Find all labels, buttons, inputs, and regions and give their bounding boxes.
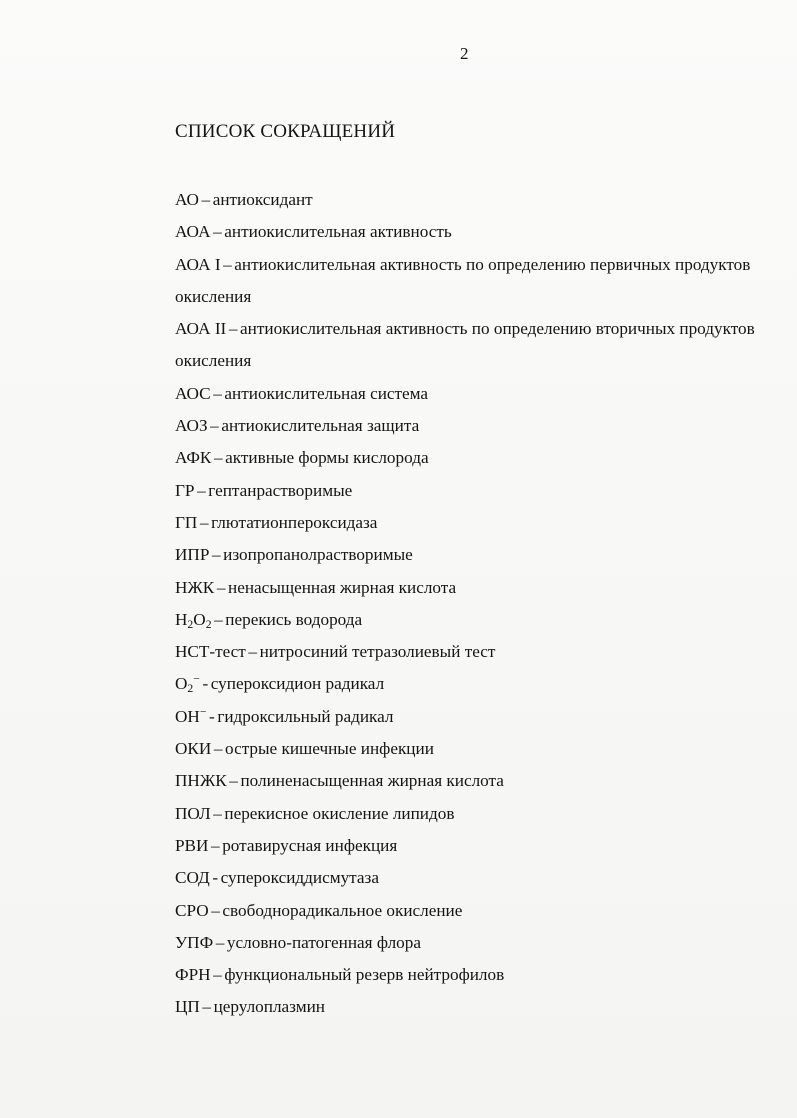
abbreviation: АФК: [175, 448, 212, 468]
abbreviation: ПНЖК: [175, 771, 227, 791]
list-item: [175, 475, 755, 507]
list-item: [175, 216, 755, 248]
separator: –: [201, 190, 211, 209]
definition: свободнорадикальное окисление: [222, 900, 463, 920]
list-item: [175, 991, 755, 1023]
definition: супероксиддисмутаза: [220, 868, 379, 888]
separator: –: [211, 545, 221, 565]
abbreviation: НСТ-тест: [175, 642, 246, 662]
separator: –: [213, 803, 222, 823]
separator: –: [211, 900, 220, 920]
list-item: [175, 184, 755, 216]
definition: антиокислительная активность: [224, 222, 452, 242]
definition: острые кишечные инфекции: [225, 739, 434, 759]
separator: –: [202, 997, 211, 1017]
definition: антиоксидант: [212, 190, 313, 209]
separator: –: [199, 512, 209, 532]
separator: –: [215, 932, 225, 952]
definition: гептанрастворимые: [208, 480, 353, 500]
list-item: [175, 765, 755, 797]
definition: церулоплазмин: [213, 997, 326, 1017]
list-item: [175, 507, 755, 539]
definition: гидроксильный радикал: [217, 706, 394, 726]
abbreviation: УПФ: [175, 932, 214, 952]
list-item: [175, 249, 755, 314]
abbreviation: [175, 610, 212, 629]
separator: -: [209, 706, 215, 726]
abbreviation: СОД: [175, 868, 210, 888]
subscript: 2: [187, 682, 194, 696]
separator: –: [213, 739, 223, 759]
definition: условно-патогенная флора: [226, 932, 421, 952]
definition: ротавирусная инфекция: [222, 835, 398, 855]
abbreviation: ФРН: [175, 965, 211, 985]
definition: перекись водорода: [225, 609, 363, 629]
list-item: [175, 313, 755, 378]
definition: нитросиний тетразолиевый тест: [259, 642, 496, 662]
list-item: [175, 572, 755, 604]
definition: активные формы кислорода: [225, 448, 429, 468]
list-item: [175, 604, 755, 636]
definition: функциональный резерв нейтрофилов: [224, 965, 505, 985]
subscript: 2: [187, 617, 194, 631]
definition: полиненасыщенная жирная кислота: [240, 771, 504, 791]
abbreviation: [175, 673, 200, 696]
definition: глютатионпероксидаза: [211, 512, 378, 532]
abbreviation: НЖК: [175, 577, 215, 597]
list-item: [175, 668, 755, 700]
definition: перекисное окисление липидов: [224, 803, 455, 823]
list-item: [175, 539, 755, 571]
definition: антиокислительная активность по определению первичных продуктов окисления: [175, 254, 751, 306]
abbreviation: СРО: [175, 900, 209, 920]
abbreviation: ЦП: [175, 997, 200, 1017]
separator: –: [248, 642, 257, 662]
definition: изопропанолрастворимые: [223, 545, 413, 565]
separator: –: [228, 319, 238, 339]
separator: –: [213, 383, 222, 403]
page-number: 2: [460, 44, 469, 63]
list-item: [175, 798, 755, 830]
abbreviation: РВИ: [175, 835, 209, 855]
separator: -: [212, 868, 219, 888]
separator: –: [216, 577, 226, 597]
abbreviation-part: H: [175, 609, 188, 629]
separator: –: [213, 965, 222, 985]
list-item: [175, 442, 755, 474]
abbreviation-part: O: [193, 609, 206, 629]
list-item: [175, 959, 755, 991]
superscript: −: [199, 705, 207, 719]
separator: -: [202, 674, 209, 694]
abbreviation: АО: [175, 190, 199, 209]
list-item: [175, 927, 755, 959]
separator: –: [197, 480, 206, 500]
superscript: −: [193, 673, 200, 687]
definition: антиокислительная защита: [221, 416, 420, 436]
list-item: [175, 378, 755, 410]
definition: супероксидион радикал: [210, 674, 385, 694]
separator: –: [213, 448, 223, 468]
subscript: 2: [205, 617, 212, 631]
list-item: [175, 895, 755, 927]
abbreviation: [175, 707, 206, 726]
list-item: [175, 862, 755, 894]
abbreviation: АОА I: [175, 254, 221, 274]
abbreviation: ИПР: [175, 545, 210, 565]
list-item: [175, 701, 755, 733]
abbreviation-part: O: [175, 674, 188, 694]
abbreviation: ОКИ: [175, 739, 212, 759]
list-item: [175, 830, 755, 862]
abbreviation: ГР: [175, 480, 195, 500]
separator: –: [223, 254, 232, 274]
abbreviation: АОА: [175, 222, 211, 242]
definition: ненасыщенная жирная кислота: [228, 577, 457, 597]
abbreviations-list: [175, 184, 755, 1024]
separator: –: [214, 609, 223, 629]
definition: антиокислительная активность по определению вторичных продуктов окисления: [175, 319, 755, 371]
list-item: [175, 636, 755, 668]
abbreviation-part: ОН: [175, 706, 200, 726]
definition: антиокислительная система: [224, 383, 429, 403]
abbreviation: АОЗ: [175, 416, 208, 436]
abbreviation: АОА II: [175, 319, 227, 339]
abbreviation: ПОЛ: [175, 803, 211, 823]
page-title: СПИСОК СОКРАЩЕНИЙ: [175, 121, 396, 142]
separator: –: [211, 835, 220, 855]
separator: –: [229, 771, 238, 791]
separator: –: [213, 222, 222, 242]
list-item: [175, 410, 755, 442]
abbreviation: ГП: [175, 512, 198, 532]
list-item: [175, 733, 755, 765]
abbreviation: АОС: [175, 383, 211, 403]
separator: –: [210, 416, 219, 436]
